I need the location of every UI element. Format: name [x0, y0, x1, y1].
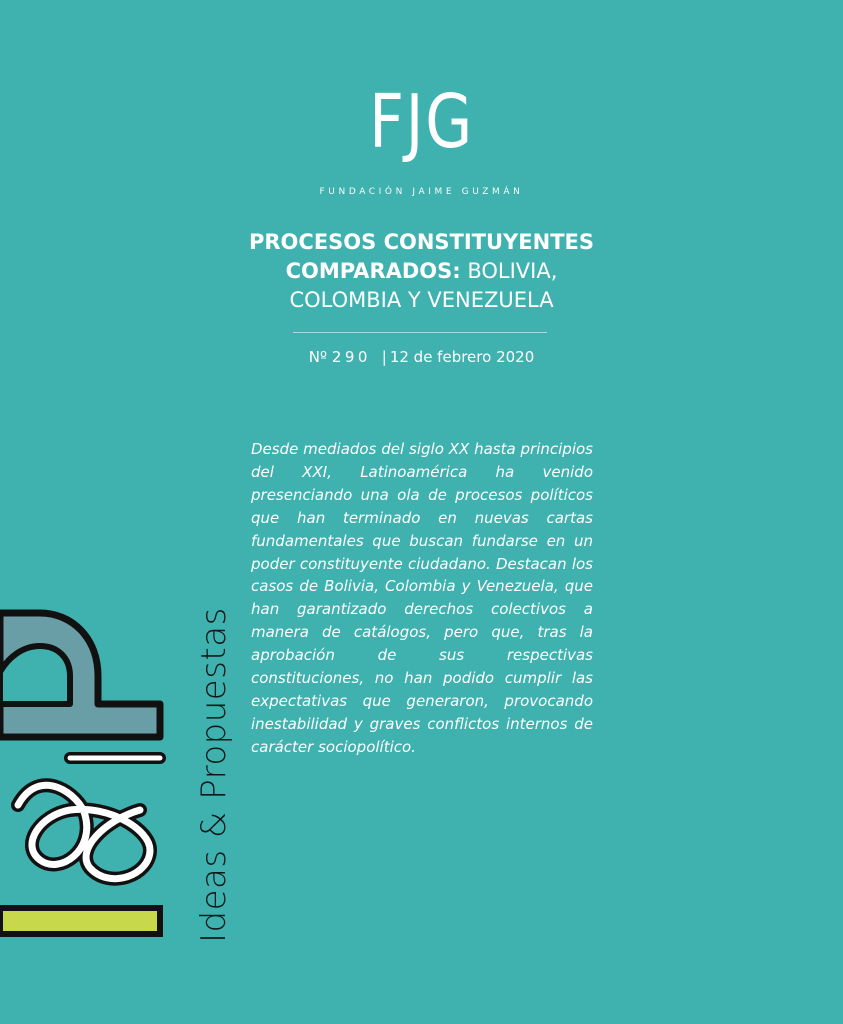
fjg-logo: FJG	[369, 79, 474, 165]
issue-number: 290	[331, 348, 371, 366]
abstract-text: Desde mediados del siglo XX hasta principios del XXI, Latinoamérica ha venido presenciando una ola de procesos políticos que han terminado en nuevas cartas fundamentales que buscan fundarse en un poder constituyente ciudadano. Destacan los casos de Bolivia, Colombia y Venezuela, que han garantizado derechos colectivos a manera de catálogos, pero que, tras la aprobación de sus respectivas constituciones, no han podido cumplir las expectativas que generaron, provocando inestabilidad y graves conflictos internos de carácter sociopolítico.	[251, 440, 593, 756]
document-title	[0, 228, 843, 315]
ip-monogram-icon	[0, 600, 175, 945]
issue-date: 12 de febrero 2020	[389, 348, 535, 366]
title-line-2	[0, 257, 843, 286]
title-line-1: PROCESOS CONSTITUYENTES	[249, 230, 594, 254]
title-divider	[293, 332, 547, 333]
foundation-name: FUNDACIÓN JAIME GUZMÁN	[319, 187, 524, 197]
series-label-text: Ideas & Propuestas	[194, 607, 234, 943]
issue-separator: |	[381, 348, 387, 366]
issue-label: Nº	[308, 348, 328, 366]
issue-info	[0, 348, 843, 366]
title-line-2-rest: BOLIVIA,	[460, 259, 558, 283]
title-line-3: COLOMBIA Y VENEZUELA	[289, 288, 554, 312]
title-line-2-bold: COMPARADOS:	[285, 259, 461, 283]
series-label	[185, 600, 241, 945]
